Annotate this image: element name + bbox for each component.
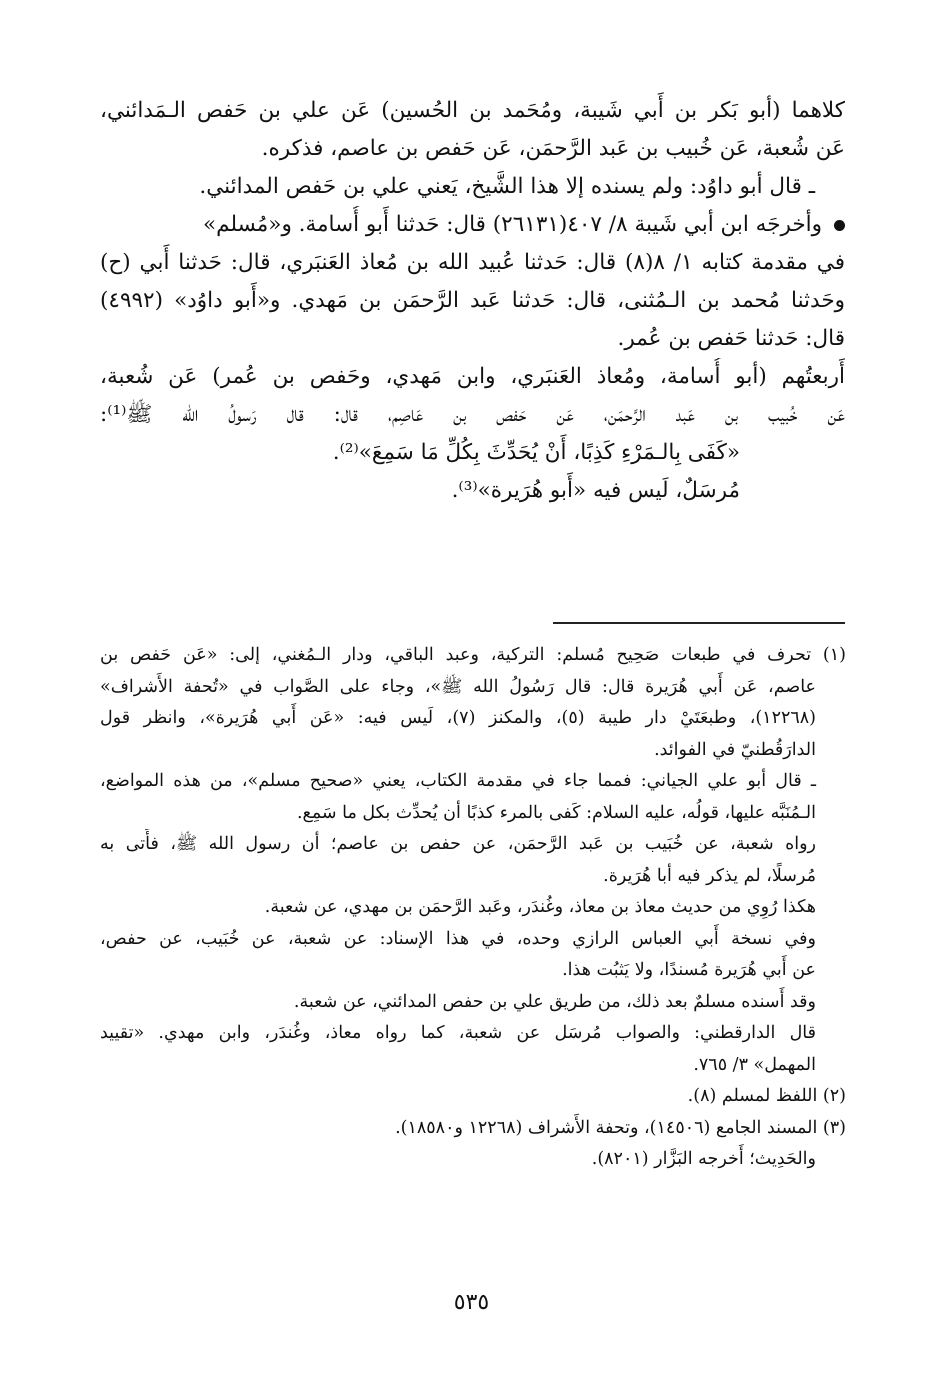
footnote-line: وفي نسخة أَبي العباس الرازي وحده، في هذا الإسناد: عن شعبة، عن خُبَيب، عن حفص، [100,928,816,949]
footnote-line: رواه شعبة، عن خُبَيب بن عَبد الرَّحمَن، عن حفص بن عاصم؛ أن رسول الله ﷺ، فأَتى به [100,834,816,854]
main-line: أَربعتُهم (أبو أُسامة، ومُعاذ العَنبَري، وابن مَهدي، وحَفص بن عُمر) عَن شُعبة، [100,364,845,389]
footnote-line: ـ قال أبو علي الجياني: فمما جاء في مقدمة الكتاب، يعني «صحيح مسلم»، من هذه المواضع، [100,771,816,791]
footnotes [100,640,846,1176]
footnote-line: قال الدارقطني: والصواب مُرسَل عن شعبة، كما رواه معاذ، وغُندَر، وابن مهدي. «تقييد [100,1023,816,1043]
footnote-line: والحَدِيث؛ أَخرجه البَزَّار (٨٢٠١). [591,1149,816,1169]
footnote-line: وقد أَسنده مسلمٌ بعد ذلك، من طريق علي بن حفص المدائني، عن شعبة. [293,991,816,1012]
main-line: مُرسَلٌ، لَيس فيه «أَبو هُرَيرة»⁽³⁾. [451,478,740,503]
main-line: وحَدثنا مُحمد بن الـمُثنى، قال: حَدثنا عَبد الرَّحمَن بن مَهدي. و«أَبو داوُد» (٤٩٩٢) [100,288,845,313]
footnote-line: الدارَقُطنيّ في الفوائد. [654,739,816,760]
main-line: عَن شُعبة، عَن خُبيب بن عَبد الرَّحمَن، عَن حَفص بن عاصم، فذكره. [261,136,845,161]
footnote-line: (٣) المسند الجامع (١٤٥٠٦)، وتحفة الأَشراف (١٢٢٦٨ و١٨٥٨٠). [395,1117,846,1138]
footnote-line: (٢) اللفظ لمسلم (٨). [687,1086,846,1106]
main-line: في مقدمة كتابه ١/ ٨(٨) قال: حَدثنا عُبيد الله بن مُعاذ العَنبَري، قال: حَدثنا أَبي (ح) [100,250,845,275]
main-line-text: وأخرجَه ابن أبي شَيبة ٨/ ٤٠٧(٢٦١٣١) قال: حَدثنا أَبو أُسامة. و«مُسلم» [203,212,822,237]
main-line: ـ قال أبو داوُد: ولم يسنده إلا هذا الشَّيخ، يَعني علي بن حَفص المدائني. [199,174,815,199]
footnote-line: (١٢٢٦٨)، وطبعَتَيْ دار طيبة (٥)، والمكنز (٧)، لَيس فيه: «عَن أَبي هُرَيرة»، وانظر قول [100,708,816,728]
main-line [100,206,845,244]
page-number: ٥٣٥ [453,1290,490,1315]
hadith-text: «كَفَى بِالـمَرْءِ كَذِبًا، أَنْ يُحَدِّثَ بِكُلِّ مَا سَمِعَ»⁽²⁾. [332,440,740,465]
main-line: كلاهما (أبو بَكر بن أَبي شَيبة، ومُحَمد بن الحُسين) عَن علي بن حَفص الـمَدائني، [100,98,845,123]
footnote-line: عن أَبي هُرَيرة مُسندًا، ولا يَثبُت هذا. [562,960,816,980]
footnote-line: هكذا رُوِي من حديث معاذ بن معاذ، وغُندَر، وعَبد الرَّحمَن بن مهدي، عن شعبة. [264,897,816,917]
main-text [100,92,845,510]
footnote-line: الـمُنَبَّه عليها، قولُه، عليه السلام: كَفى بالمرء كذبًا أن يُحدِّث بكل ما سَمِع. [296,802,816,823]
main-line: عَن خُبيب بن عَبد الرَّحمَن، عَن حَفص بن عَاصِم، قال: قال رَسولُ الله ﷺ⁽¹⁾: [100,402,845,427]
footnote-line: عاصم، عَن أَبي هُرَيرة قال: قال رَسُولُ الله ﷺ»، وجاء على الصَّواب في «تُحفة الأَشراف» [100,676,816,697]
footnote-separator [553,622,845,624]
footnote-line: (١) تحرف في طبعات صَحِيح مُسلم: التركية، وعبد الباقي، ودار الـمُغني، إلى: «عَن حَفص بن [100,645,846,665]
footnote-line: المهمل» ٣/ ٧٦٥. [693,1054,816,1075]
footnote-line: مُرسلًا، لم يذكر فيه أبا هُرَيرة. [603,865,816,886]
bullet-icon [834,220,845,231]
main-line: قال: حَدثنا حَفص بن عُمر. [617,326,845,351]
